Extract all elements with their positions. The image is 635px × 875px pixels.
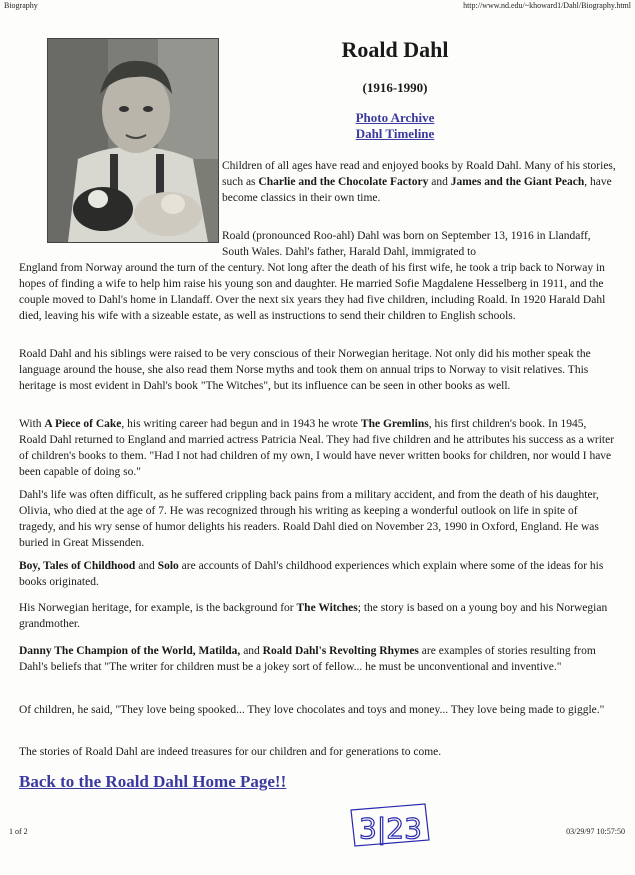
nav-links bbox=[300, 110, 490, 142]
text-span: and bbox=[428, 176, 451, 188]
dahl-timeline-link[interactable]: Dahl Timeline bbox=[355, 126, 435, 141]
text-span: and bbox=[240, 645, 263, 657]
paragraph-text: Of children, he said, "They love being spooked... They love chocolates and toys and money... They love being made to giggle." bbox=[19, 704, 605, 716]
photo-archive-link[interactable]: Photo Archive bbox=[355, 110, 435, 125]
paragraph-autobiography bbox=[19, 558, 615, 590]
print-header-url: http://www.nd.edu/~khoward1/Dahl/Biography.html bbox=[463, 1, 631, 10]
text-span: With bbox=[19, 418, 45, 430]
text-span: are accounts of Dahl's childhood experiences which explain where some of the ideas for his books originated. bbox=[19, 560, 604, 588]
text-span: Children of all ages have read and enjoyed books by Roald Dahl. Many of his stories, such as bbox=[222, 160, 616, 188]
paragraph-quote bbox=[19, 702, 615, 718]
paragraph-closing bbox=[19, 744, 615, 760]
back-home-link[interactable]: Back to the Roald Dahl Home Page!! bbox=[19, 772, 287, 791]
text-span: , have become classics in their own time. bbox=[222, 176, 612, 204]
book-title: Solo bbox=[157, 560, 179, 572]
book-title: Roald Dahl's Revolting Rhymes bbox=[262, 645, 419, 657]
paragraph-witches bbox=[19, 600, 615, 632]
book-title: Charlie and the Chocolate Factory bbox=[258, 176, 429, 188]
book-title: The Gremlins bbox=[360, 418, 429, 430]
text-span: His Norwegian heritage, for example, is the background for bbox=[19, 602, 297, 614]
life-dates: (1916-1990) bbox=[362, 80, 428, 95]
text-span: and bbox=[135, 560, 158, 572]
text-span: are examples of stories resulting from Dahl's beliefs that "The writer for children must be a jokey sort of fellow... he must be unconventional and inventive." bbox=[19, 645, 596, 673]
print-timestamp: 03/29/97 10:57:50 bbox=[566, 827, 625, 836]
paragraph-text: Roald (pronounced Roo-ahl) Dahl was born on September 13, 1916 in Llandaff, South Wales. Dahl's father, Harald Dahl, immigrated to bbox=[222, 230, 591, 258]
book-title: Danny The Champion of the World, Matilda, bbox=[19, 645, 241, 657]
text-span: , his first children's book. In 1945, Roald Dahl returned to England and married actress Patricia Neal. They had five children and he attributes his success as a writer of children's books to them. "Had I not had children of my own, I would have never written books for children, nor would I have been capable of doing so." bbox=[19, 418, 615, 478]
paragraph-beliefs bbox=[19, 643, 615, 675]
paragraph-intro bbox=[222, 158, 617, 206]
paragraph-birth-start bbox=[222, 228, 617, 260]
paragraph-text: The stories of Roald Dahl are indeed treasures for our children and for generations to come. bbox=[19, 746, 442, 758]
paragraph-birth-cont bbox=[19, 260, 615, 324]
paragraph-text: Dahl's life was often difficult, as he suffered crippling back pains from a military accident, and from the death of his daughter, Olivia, who died at the age of 7. He was recognized through his writing as keeping a wonderful outlook on life in spite of tragedy, and his wry sense of humor delights his readers. Roald Dahl died on November 23, 1990 in Oxford, England. He was buried in Great Missenden. bbox=[19, 489, 599, 549]
paragraph-text: England from Norway around the turn of the century. Not long after the death of his first wife, he took a trip back to Norway in hopes of finding a wife to help him raise his young son and daughter. He married Sofie Magdalene Hesselberg in 1911, and the couple moved to Dahl's home in Llandaff. Over the next six years they had five children, including Roald. In 1920 Harald Dahl died, leaving his wife with a sizeable estate, as well as instructions to send their children to English schools. bbox=[19, 262, 606, 322]
handwritten-annotation bbox=[345, 800, 435, 855]
page-count: 1 of 2 bbox=[9, 827, 28, 836]
page-title: Roald Dahl bbox=[341, 37, 449, 62]
book-title: The Witches bbox=[296, 602, 358, 614]
handwritten-number: 3|23 bbox=[359, 812, 422, 845]
author-photo-image bbox=[48, 39, 218, 242]
text-span: , his writing career had begun and in 1943 he wrote bbox=[121, 418, 361, 430]
paragraph-text: Roald Dahl and his siblings were raised to be very conscious of their Norwegian heritage. Not only did his mother speak the language around the house, she also read them Norse myths and took them on annual trips to Norway to visit relatives. This heritage is most evident in Dahl's book "The Witches", but its influence can be seen in other books as well. bbox=[19, 348, 591, 392]
book-title: Boy, Tales of Childhood bbox=[19, 560, 136, 572]
print-header-title: Biography bbox=[4, 1, 38, 10]
paragraph-life bbox=[19, 487, 615, 551]
text-span: ; the story is based on a young boy and his Norwegian grandmother. bbox=[19, 602, 608, 630]
paragraph-heritage bbox=[19, 346, 615, 394]
author-photo bbox=[47, 38, 219, 243]
paragraph-career bbox=[19, 416, 615, 480]
handwritten-mark bbox=[345, 800, 435, 850]
book-title: A Piece of Cake bbox=[44, 418, 122, 430]
book-title: James and the Giant Peach bbox=[450, 176, 585, 188]
